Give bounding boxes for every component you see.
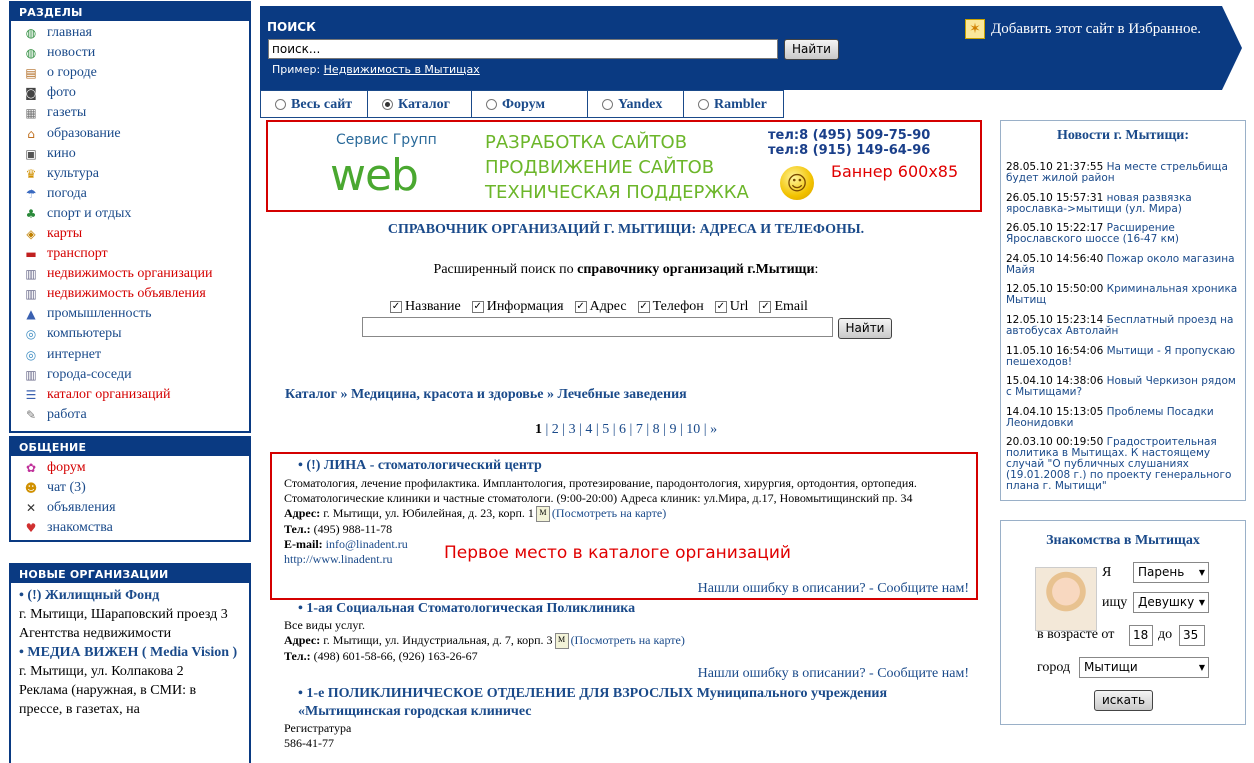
page-link[interactable]: 9 — [669, 422, 677, 437]
breadcrumb-catalog[interactable]: Каталог — [285, 387, 337, 402]
first-place-note: Первое место в каталоге организаций — [444, 543, 791, 563]
tab-label: Каталог — [398, 96, 450, 112]
entry-address-value: г. Мытищи, ул. Индустриальная, д. 7, корп. 3 — [320, 633, 553, 647]
age-to-label: до — [1158, 627, 1173, 642]
catalog-entry — [284, 685, 974, 751]
entry-description: Все виды услуг. — [284, 618, 365, 632]
sidebar-item[interactable] — [11, 284, 249, 304]
sidebar-item[interactable] — [11, 264, 249, 284]
entry-address-label: Адрес: — [284, 506, 321, 520]
sidebar-item-label: недвижимость организации — [47, 266, 213, 282]
search-field-checkbox[interactable] — [390, 299, 461, 315]
news-date: 26.05.10 15:57:31 — [1006, 191, 1104, 204]
pager-separator: | — [659, 422, 670, 437]
sidebar-item-label: работа — [47, 406, 87, 422]
dating-panel — [1000, 520, 1246, 725]
radio-button[interactable] — [382, 99, 393, 110]
search-field-checkbox[interactable] — [575, 299, 627, 315]
page-link[interactable]: » — [710, 422, 718, 437]
sidebar-item-label: компьютеры — [47, 326, 122, 342]
checkbox-label: Url — [729, 299, 749, 314]
breadcrumb-subcategory[interactable]: Лечебные заведения — [557, 387, 687, 402]
checkbox-label: Название — [405, 299, 461, 314]
banner-services — [485, 130, 749, 205]
search-input[interactable] — [268, 39, 778, 59]
sidebar-item[interactable] — [11, 43, 249, 63]
entry-title-link[interactable]: • 1-ая Социальная Стоматологическая Поликлиника — [298, 601, 974, 616]
search-field-checkbox[interactable] — [472, 299, 564, 315]
catalog-icon: ☰ — [25, 387, 37, 402]
tab-option[interactable] — [684, 91, 784, 117]
sidebar-item-label: спорт и отдых — [47, 205, 132, 221]
sidebar-item[interactable] — [11, 164, 249, 184]
forum-icon: ✿ — [25, 461, 37, 476]
checkbox-label: Email — [774, 299, 808, 314]
sidebar-item-label: транспорт — [47, 246, 108, 262]
age-label: в возрасте от — [1037, 627, 1115, 642]
checkbox-checked-icon[interactable]: ✓ — [716, 301, 725, 312]
sidebar-item[interactable] — [11, 103, 249, 123]
camera-icon: ◙ — [25, 86, 37, 101]
checkbox-label: Информация — [486, 299, 564, 314]
catalog-entry — [284, 601, 974, 664]
page-link[interactable]: 7 — [635, 422, 643, 437]
theater-icon: ♛ — [25, 166, 37, 181]
sidebar-item-label: образование — [47, 125, 121, 141]
seek-gender-select[interactable]: Девушку ▼ — [1133, 592, 1209, 613]
sidebar-item-label: газеты — [47, 105, 87, 121]
checkbox-checked-icon[interactable]: ✓ — [576, 301, 585, 312]
view-on-map-link[interactable]: (Посмотреть на карте) — [570, 633, 685, 647]
radio-button[interactable] — [275, 99, 286, 110]
checkbox-checked-icon[interactable]: ✓ — [639, 301, 648, 312]
sections-title: РАЗДЕЛЫ — [11, 3, 249, 21]
banner-service-line: РАЗРАБОТКА САЙТОВ — [485, 132, 688, 153]
page-link[interactable]: 10 — [686, 422, 701, 437]
page-link[interactable]: 8 — [652, 422, 660, 437]
search-field-checkbox[interactable] — [715, 299, 749, 315]
map-icon: ◈ — [26, 226, 36, 241]
news-date: 14.04.10 15:13:05 — [1006, 405, 1104, 418]
social-panel — [9, 436, 251, 542]
tab-option[interactable] — [368, 91, 472, 117]
advanced-search-prefix: Расширенный поиск по — [433, 262, 578, 277]
city-select[interactable]: Мытищи ▼ — [1079, 657, 1209, 678]
news-link[interactable]: Мытищи - Я пропускаю пешеходов! — [1006, 344, 1236, 368]
news-link[interactable]: Расширение Ярославского шоссе (16-47 км) — [1006, 222, 1179, 246]
sidebar-item[interactable] — [11, 83, 249, 103]
tab-label: Yandex — [618, 96, 663, 112]
sidebar-item-label: недвижимость объявления — [47, 286, 206, 302]
dating-search-button[interactable]: искать — [1094, 690, 1153, 711]
add-favorite-link[interactable] — [965, 19, 1201, 39]
weather-icon: ☂ — [25, 186, 37, 201]
news-link[interactable]: Пожар около магазина Майя — [1006, 252, 1235, 276]
advanced-search-caption — [262, 262, 990, 278]
entry-address-label: Адрес: — [284, 633, 321, 647]
search-button[interactable]: Найти — [784, 39, 839, 60]
tab-label: Форум — [502, 96, 545, 112]
tab-label: Rambler — [714, 96, 767, 112]
search-field-checkbox[interactable] — [759, 299, 807, 315]
building-icon: ▥ — [25, 287, 37, 302]
advanced-search-suffix: : — [814, 262, 819, 277]
sidebar-item[interactable] — [11, 478, 249, 498]
sidebar-item[interactable] — [11, 204, 249, 224]
news-date: 15.04.10 14:38:06 — [1006, 375, 1104, 388]
pager-separator: | — [575, 422, 586, 437]
sidebar-item[interactable] — [11, 23, 249, 43]
social-menu — [11, 456, 249, 540]
seek-label: ищу — [1102, 595, 1128, 610]
page-link[interactable]: 2 — [551, 422, 559, 437]
entry-phone — [284, 522, 974, 537]
new-orgs-panel: НОВЫЕ ОРГАНИЗАЦИИ • (!) Жилищный Фонд г. Мытищи, Шараповский проезд 3 Агентства недвижимости • МЕДИА ВИЖЕН ( Media Vision ) г. Мытищи, ул. Колпакова 2 Реклама (наружная, в СМИ: в прессе, в газетах, на — [9, 563, 251, 763]
news-link[interactable]: новая развязка ярославка->мытищи (ул. Мира) — [1006, 191, 1192, 215]
disc-icon: ◎ — [25, 327, 37, 342]
entry-title-link[interactable]: • 1-е ПОЛИКЛИНИЧЕСКОЕ ОТДЕЛЕНИЕ ДЛЯ ВЗРОСЛЫХ Муниципального учреждения «Мытищинская городская клиничес — [298, 685, 974, 721]
news-link[interactable]: Проблемы Посадки Леонидовки — [1006, 405, 1214, 429]
search-field-checkboxes — [390, 299, 819, 315]
palm-icon: ♣ — [25, 206, 37, 221]
news-item — [1006, 437, 1239, 492]
news-item — [1006, 284, 1239, 306]
sidebar-item[interactable] — [11, 385, 249, 405]
entry-phone: 586-41-77 — [284, 736, 334, 750]
avatar — [1035, 567, 1097, 631]
dating-title: Знакомства в Мытищах — [1046, 533, 1200, 548]
view-on-map-link[interactable]: (Посмотреть на карте) — [551, 506, 667, 520]
pager-separator: | — [609, 422, 619, 437]
tab-option[interactable] — [472, 91, 588, 117]
news-title: Новости г. Мытищи: — [1056, 128, 1190, 143]
sidebar-item[interactable] — [11, 244, 249, 264]
news-item — [1006, 407, 1239, 429]
breadcrumb — [285, 387, 687, 403]
tools-icon: ✎ — [25, 407, 37, 422]
sidebar-item-label: объявления — [47, 500, 116, 516]
sidebar-item[interactable] — [11, 224, 249, 244]
building-icon: ▥ — [25, 267, 37, 282]
heart-icon: ♥ — [25, 521, 37, 536]
search-header — [260, 6, 1242, 90]
news-item — [1006, 162, 1239, 184]
banner-phones — [768, 128, 930, 158]
pager-separator: | — [541, 422, 552, 437]
news-item — [1006, 223, 1239, 245]
banner-service-line: ТЕХНИЧЕСКАЯ ПОДДЕРЖКА — [485, 182, 749, 203]
news-link[interactable]: Новый Черкизон рядом с Мытищами? — [1006, 375, 1236, 399]
entry-phone-value: (498) 601-58-66, (926) 163-26-67 — [310, 649, 478, 664]
sidebar-item-label: знакомства — [47, 520, 113, 536]
sidebar-item[interactable] — [11, 405, 249, 425]
film-icon: ▣ — [25, 146, 37, 161]
tab-option[interactable] — [588, 91, 684, 117]
radio-button[interactable] — [486, 99, 497, 110]
entry-address — [284, 506, 974, 522]
ads-icon: ✕ — [25, 501, 37, 516]
new-org-address: г. Мытищи, ул. Колпакова 2 — [19, 664, 184, 679]
news-date: 20.03.10 00:19:50 — [1006, 436, 1104, 449]
directory-search-button[interactable]: Найти — [838, 318, 892, 339]
news-date: 11.05.10 16:54:06 — [1006, 344, 1104, 357]
banner-brand-top: Сервис Групп — [336, 132, 437, 148]
sidebar-item-label: о городе — [47, 65, 97, 81]
factory-icon: ▲ — [26, 307, 36, 322]
sidebar-item[interactable] — [11, 144, 249, 164]
banner-phone: тел:8 (495) 509-75-90 — [768, 128, 931, 143]
banner-size-note: Баннер 600х85 — [831, 162, 959, 181]
sidebar-item-label: главная — [47, 25, 92, 41]
sidebar-item-label: промышленность — [47, 306, 152, 322]
advanced-search-bold: справочнику организаций г.Мытищи — [577, 262, 815, 277]
news-date: 24.05.10 14:56:40 — [1006, 252, 1104, 265]
map-icon[interactable]: M — [555, 633, 569, 649]
favorite-star-icon: ✶ — [965, 19, 985, 39]
social-title: ОБЩЕНИЕ — [11, 438, 249, 456]
gender-select[interactable]: Парень ▼ — [1133, 562, 1209, 583]
breadcrumb-category[interactable]: Медицина, красота и здоровье — [351, 387, 544, 402]
pager-separator: | — [642, 422, 653, 437]
tab-option[interactable] — [260, 91, 368, 117]
entry-address-value: г. Мытищи, ул. Юбилейная, д. 23, корп. 1 — [320, 506, 534, 520]
sidebar-item-label: культура — [47, 165, 99, 181]
sections-menu — [11, 21, 249, 427]
search-scope-tabs — [260, 90, 784, 118]
banner-phone: тел:8 (915) 149-64-96 — [768, 143, 931, 158]
pager-separator: | — [558, 422, 569, 437]
news-item — [1006, 346, 1239, 368]
entry-email-link[interactable]: info@linadent.ru — [322, 537, 408, 552]
car-icon: ▬ — [25, 247, 37, 262]
entry-title-link[interactable]: • (!) ЛИНА - стоматологический центр — [298, 458, 974, 473]
report-error-link[interactable]: Нашли ошибку в описании? - Сообщите нам! — [697, 666, 969, 681]
sidebar-item-label: фото — [47, 85, 76, 101]
news-link[interactable]: Бесплатный проезд на автобусах Автолайн — [1006, 314, 1234, 337]
sidebar-item[interactable] — [11, 498, 249, 518]
search-example — [272, 63, 480, 76]
sidebar-item-label: чат (3) — [47, 480, 86, 496]
page-link[interactable]: 5 — [602, 422, 610, 437]
sidebar-item[interactable] — [11, 63, 249, 83]
news-item — [1006, 254, 1239, 276]
page-link[interactable]: 4 — [585, 422, 593, 437]
directory-title: СПРАВОЧНИК ОРГАНИЗАЦИЙ Г. МЫТИЩИ: АДРЕСА И ТЕЛЕФОНЫ. — [387, 222, 865, 237]
checkbox-checked-icon[interactable]: ✓ — [761, 301, 770, 312]
new-org-link[interactable]: МЕДИА ВИЖЕН ( Media Vision ) — [27, 645, 238, 660]
checkbox-label: Адрес — [589, 299, 627, 314]
sidebar-item[interactable] — [11, 123, 249, 143]
news-date: 26.05.10 15:22:17 — [1006, 222, 1104, 235]
sections-panel — [9, 1, 251, 433]
checkbox-label: Телефон — [652, 299, 704, 314]
add-favorite-label: Добавить этот сайт в Избранное. — [991, 20, 1202, 37]
entry-phone-label: Тел.: — [284, 522, 311, 537]
directory-search-input[interactable] — [362, 317, 833, 337]
smiley-icon: ☺ — [780, 166, 814, 200]
search-field-checkbox[interactable] — [638, 299, 704, 315]
new-org-address: г. Мытищи, Шараповский проезд 3 — [19, 607, 228, 622]
checkbox-checked-icon[interactable]: ✓ — [473, 301, 482, 312]
book-icon: ▤ — [25, 66, 37, 81]
sidebar-item[interactable] — [11, 365, 249, 385]
new-org-link[interactable]: (!) Жилищный Фонд — [27, 588, 160, 603]
entry-phone-value: (495) 988-11-78 — [310, 522, 393, 537]
news-date: 12.05.10 15:50:00 — [1006, 283, 1104, 296]
globe-icon: ◍ — [25, 46, 37, 61]
entry-phone — [284, 649, 974, 664]
news-date: 12.05.10 15:23:14 — [1006, 314, 1104, 327]
radio-button[interactable] — [698, 99, 709, 110]
sidebar-item-label: карты — [47, 225, 83, 241]
sidebar-item[interactable] — [11, 345, 249, 365]
news-link[interactable]: Градостроительная политика в Мытищах. К настоящему случай "О публичных слушаниях (19.01.2008 г.) по проекту генерального плана г. Мытищи" — [1006, 436, 1232, 493]
page-link[interactable]: 3 — [568, 422, 576, 437]
banner-brand-logo: web — [330, 150, 418, 201]
newspaper-icon: ▦ — [25, 106, 37, 121]
globe-icon: ◍ — [25, 26, 37, 41]
search-example-prefix: Пример: — [272, 63, 324, 76]
school-icon: ⌂ — [27, 126, 35, 141]
breadcrumb-separator: » — [543, 387, 558, 402]
new-org-category: Агентства недвижимости — [19, 626, 172, 641]
entry-description: Стоматология, лечение профилактика. Имплантология, протезирование, пародонтология, хирургия, ортодонтия, ортопедия. Стоматологические клиники и частные стоматологи. (9:00-20:00) Адреса клиник: ул.Мира, д.17, Новомытищинский пр. 34 — [284, 476, 917, 505]
tab-label: Весь сайт — [291, 96, 353, 112]
pager-separator: | — [626, 422, 636, 437]
news-panel — [1000, 120, 1246, 501]
news-item — [1006, 193, 1239, 215]
entry-website-link[interactable]: http://www.linadent.ru — [284, 552, 393, 567]
news-item — [1006, 376, 1239, 398]
sidebar-item-label: города-соседи — [47, 366, 132, 382]
sidebar-item-label: каталог организаций — [47, 386, 171, 402]
ad-banner[interactable] — [266, 120, 982, 212]
sidebar-item[interactable] — [11, 324, 249, 344]
i-label: Я — [1102, 565, 1112, 580]
page-link[interactable]: 6 — [619, 422, 626, 437]
banner-service-line: ПРОДВИЖЕНИЕ САЙТОВ — [485, 157, 715, 178]
city-icon: ▥ — [25, 367, 37, 382]
search-example-link[interactable]: Недвижимость в Мытищах — [323, 63, 480, 76]
sidebar-item[interactable] — [11, 304, 249, 324]
new-org-description: Реклама (наружная, в СМИ: в прессе, в газетах, на — [19, 683, 197, 717]
report-error-link[interactable]: Нашли ошибку в описании? - Сообщите нам! — [697, 581, 969, 596]
map-icon[interactable]: M — [536, 506, 550, 522]
pagination — [262, 422, 990, 438]
news-item — [1006, 315, 1239, 337]
sidebar-item-label: погода — [47, 185, 87, 201]
entry-phone-label: Тел.: — [284, 649, 311, 664]
current-page: 1 — [534, 422, 542, 437]
sidebar-item-label: интернет — [47, 346, 102, 362]
search-label: ПОИСК — [267, 20, 316, 34]
sidebar-item[interactable] — [11, 458, 249, 478]
new-orgs-title: НОВЫЕ ОРГАНИЗАЦИИ — [11, 565, 249, 583]
news-list — [1001, 162, 1245, 492]
pager-separator: | — [592, 422, 603, 437]
radio-button[interactable] — [602, 99, 613, 110]
sidebar-item-label: новости — [47, 45, 96, 61]
checkbox-checked-icon[interactable]: ✓ — [391, 301, 401, 312]
chat-icon: ☻ — [24, 481, 38, 496]
pager-separator: | — [700, 422, 711, 437]
pager-separator: | — [676, 422, 687, 437]
sidebar-item-label: форум — [47, 460, 86, 476]
entry-address — [284, 633, 974, 649]
news-link[interactable]: На месте стрельбища будет жилой район — [1006, 161, 1228, 184]
news-link[interactable]: Криминальная хроника Мытищ — [1006, 283, 1238, 307]
disc-icon: ◎ — [25, 347, 37, 362]
breadcrumb-separator: » — [337, 387, 351, 402]
city-label: город — [1037, 660, 1071, 675]
entry-email-label: E-mail: — [284, 537, 323, 552]
age-to-input[interactable]: 35 — [1179, 625, 1205, 646]
sidebar-item[interactable] — [11, 184, 249, 204]
sidebar-item-label: кино — [47, 145, 76, 161]
age-from-input[interactable]: 18 — [1129, 625, 1153, 646]
news-date: 28.05.10 21:37:55 — [1006, 161, 1104, 173]
entry-description: Регистратура — [284, 721, 352, 735]
sidebar-item[interactable] — [11, 518, 249, 538]
